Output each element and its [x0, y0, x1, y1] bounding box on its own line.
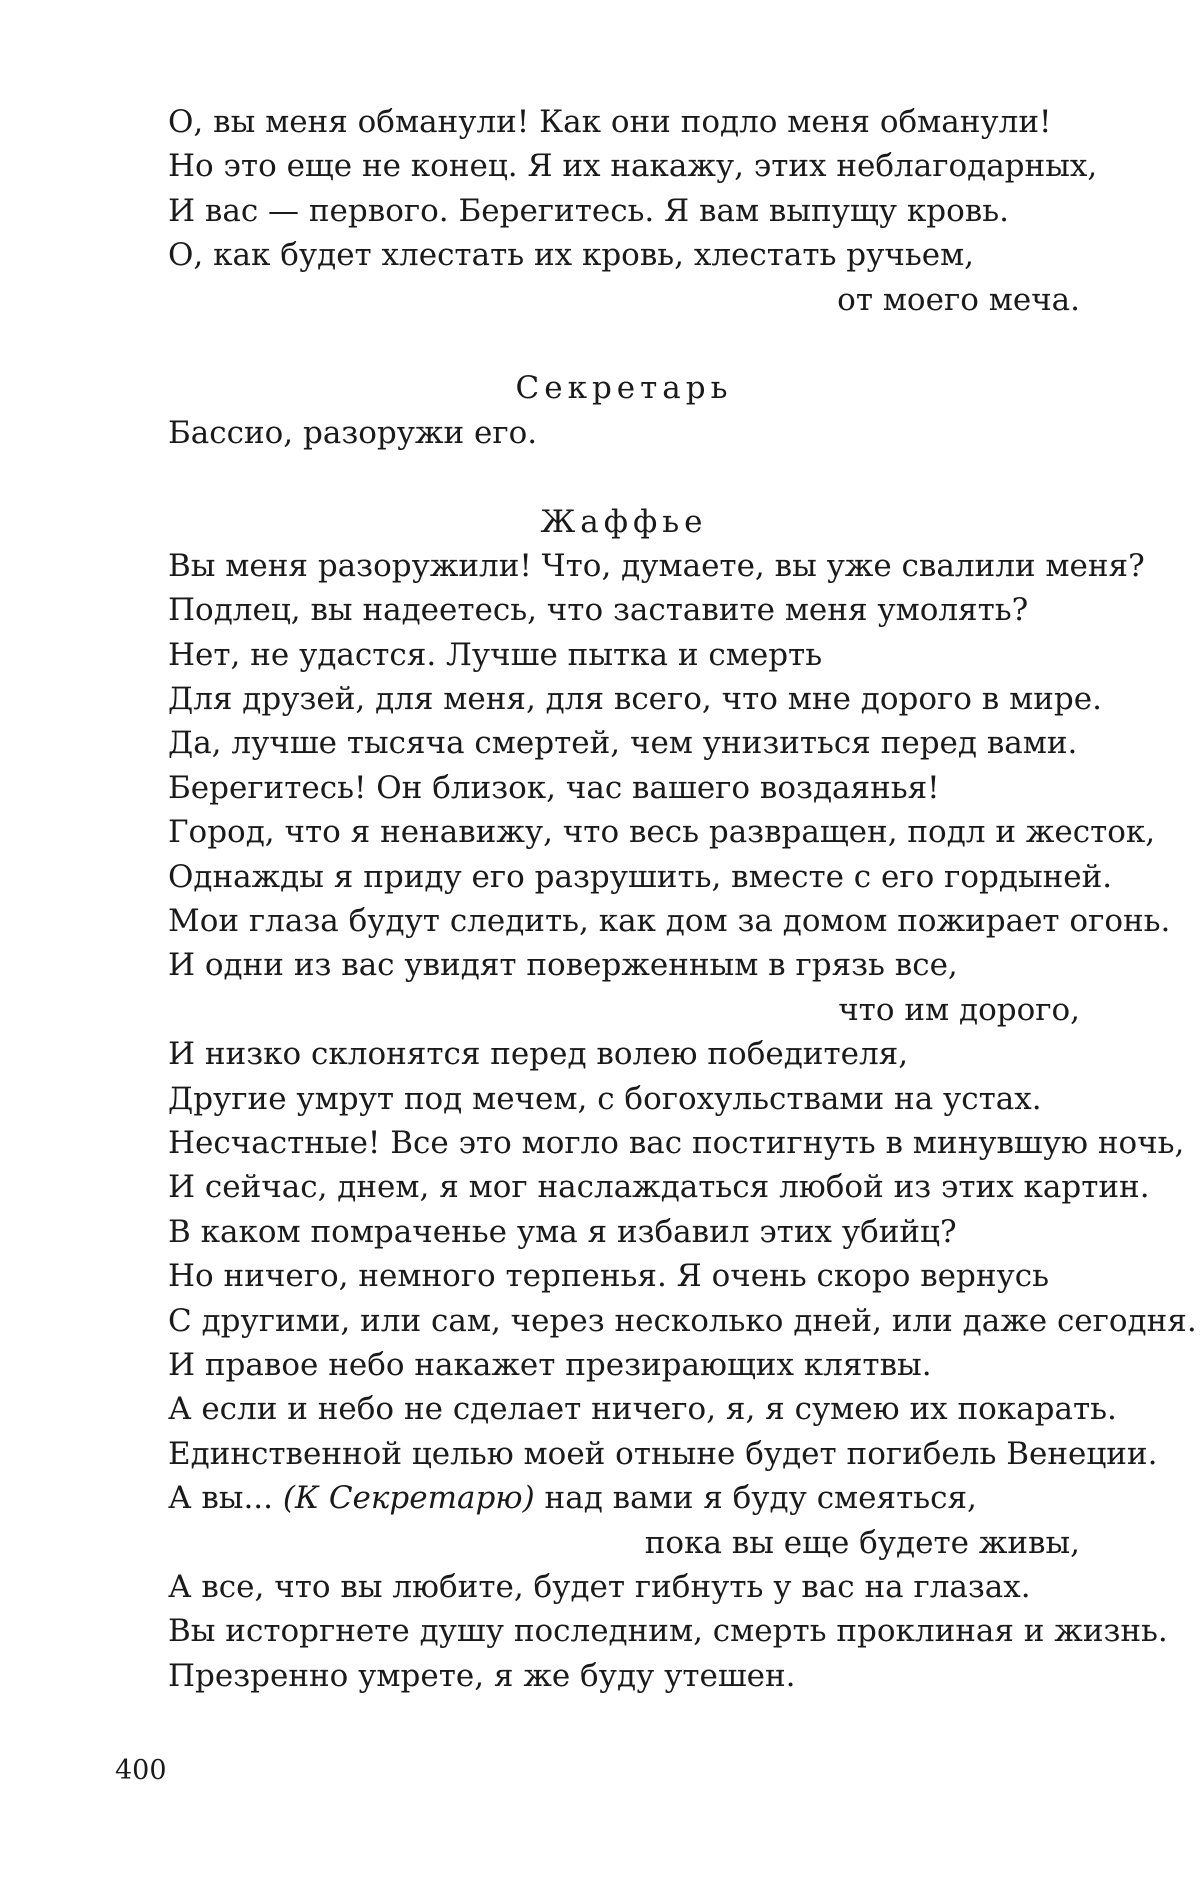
verse-line: Да, лучше тысяча смертей, чем унизиться перед вами. — [168, 725, 1078, 762]
verse-line: Мои глаза будут следить, как дом за домом пожирает огонь. — [168, 903, 1171, 940]
spacer — [168, 455, 1080, 499]
verse-line: Несчастные! Все это могло вас постигнуть в минувшую ночь, — [168, 1124, 1185, 1161]
verse-line: И одни из вас увидят поверженным в грязь все, — [168, 947, 958, 984]
verse-text: над вами я буду смеяться, — [534, 1480, 977, 1517]
speaker-name: Секретарь — [515, 370, 733, 407]
verse-line: В каком помраченье ума я избавил этих убийц? — [168, 1213, 957, 1250]
verse-line: И низко склонятся перед волею победителя, — [168, 1036, 909, 1073]
page-text — [168, 100, 1197, 1698]
verse-line: И сейчас, днем, я мог наслаждаться любой из этих картин. — [168, 1169, 1150, 1206]
verse-line: Презренно умрете, я же буду утешен. — [168, 1657, 796, 1694]
verse-line-continuation: что им дорого, — [838, 991, 1080, 1028]
verse-line-with-stage-direction — [168, 1476, 1080, 1520]
spacer — [168, 322, 1080, 366]
verse-line: Но это еще не конец. Я их накажу, этих неблагодарных, — [168, 148, 1098, 185]
verse-line: Вы меня разоружили! Что, думаете, вы уже свалили меня? — [168, 547, 1145, 584]
verse-line: А все, что вы любите, будет гибнуть у вас на глазах. — [168, 1568, 1031, 1605]
verse-line: О, вы меня обманули! Как они подло меня обманули! — [168, 104, 1052, 140]
verse-line: Подлец, вы надеетесь, что заставите меня умолять? — [168, 592, 1029, 629]
verse-line-continuation: пока вы еще будете живы, — [644, 1524, 1080, 1561]
verse-line: Бассио, разоружи его. — [168, 414, 538, 451]
verse-text: А вы... — [168, 1480, 283, 1517]
verse-line: Другие умрут под мечем, с богохульствами на устах. — [168, 1080, 1042, 1117]
verse-line: Берегитесь! Он близок, час вашего воздаянья! — [168, 769, 940, 806]
verse-line: Однажды я приду его разрушить, вместе с его гордыней. — [168, 858, 1113, 895]
verse-line: Город, что я ненавижу, что весь развращен, подл и жесток, — [168, 814, 1156, 851]
verse-line: А если и небо не сделает ничего, я, я сумею их покарать. — [168, 1391, 1117, 1428]
verse-line-continuation: от моего меча. — [837, 281, 1080, 318]
stage-direction: (К Секретарю) — [282, 1480, 535, 1517]
page-number: 400 — [115, 1755, 167, 1786]
verse-line: Для друзей, для меня, для всего, что мне дорого в мире. — [168, 681, 1102, 718]
verse-line: С другими, или сам, через несколько дней, или даже сегодня. — [168, 1302, 1197, 1339]
speaker-name: Жаффье — [540, 503, 708, 540]
verse-line: И вас — первого. Берегитесь. Я вам выпущу кровь. — [168, 192, 1009, 229]
verse-line: Единственной целью моей отныне будет погибель Венеции. — [168, 1435, 1158, 1472]
verse-line: И правое небо накажет презирающих клятвы. — [168, 1346, 932, 1383]
verse-line: О, как будет хлестать их кровь, хлестать ручьем, — [168, 237, 975, 274]
verse-line: Нет, не удастся. Лучше пытка и смерть — [168, 636, 823, 673]
verse-line: Вы исторгнете душу последним, смерть проклиная и жизнь. — [168, 1613, 1168, 1650]
verse-line: Но ничего, немного терпенья. Я очень скоро вернусь — [168, 1258, 1050, 1295]
